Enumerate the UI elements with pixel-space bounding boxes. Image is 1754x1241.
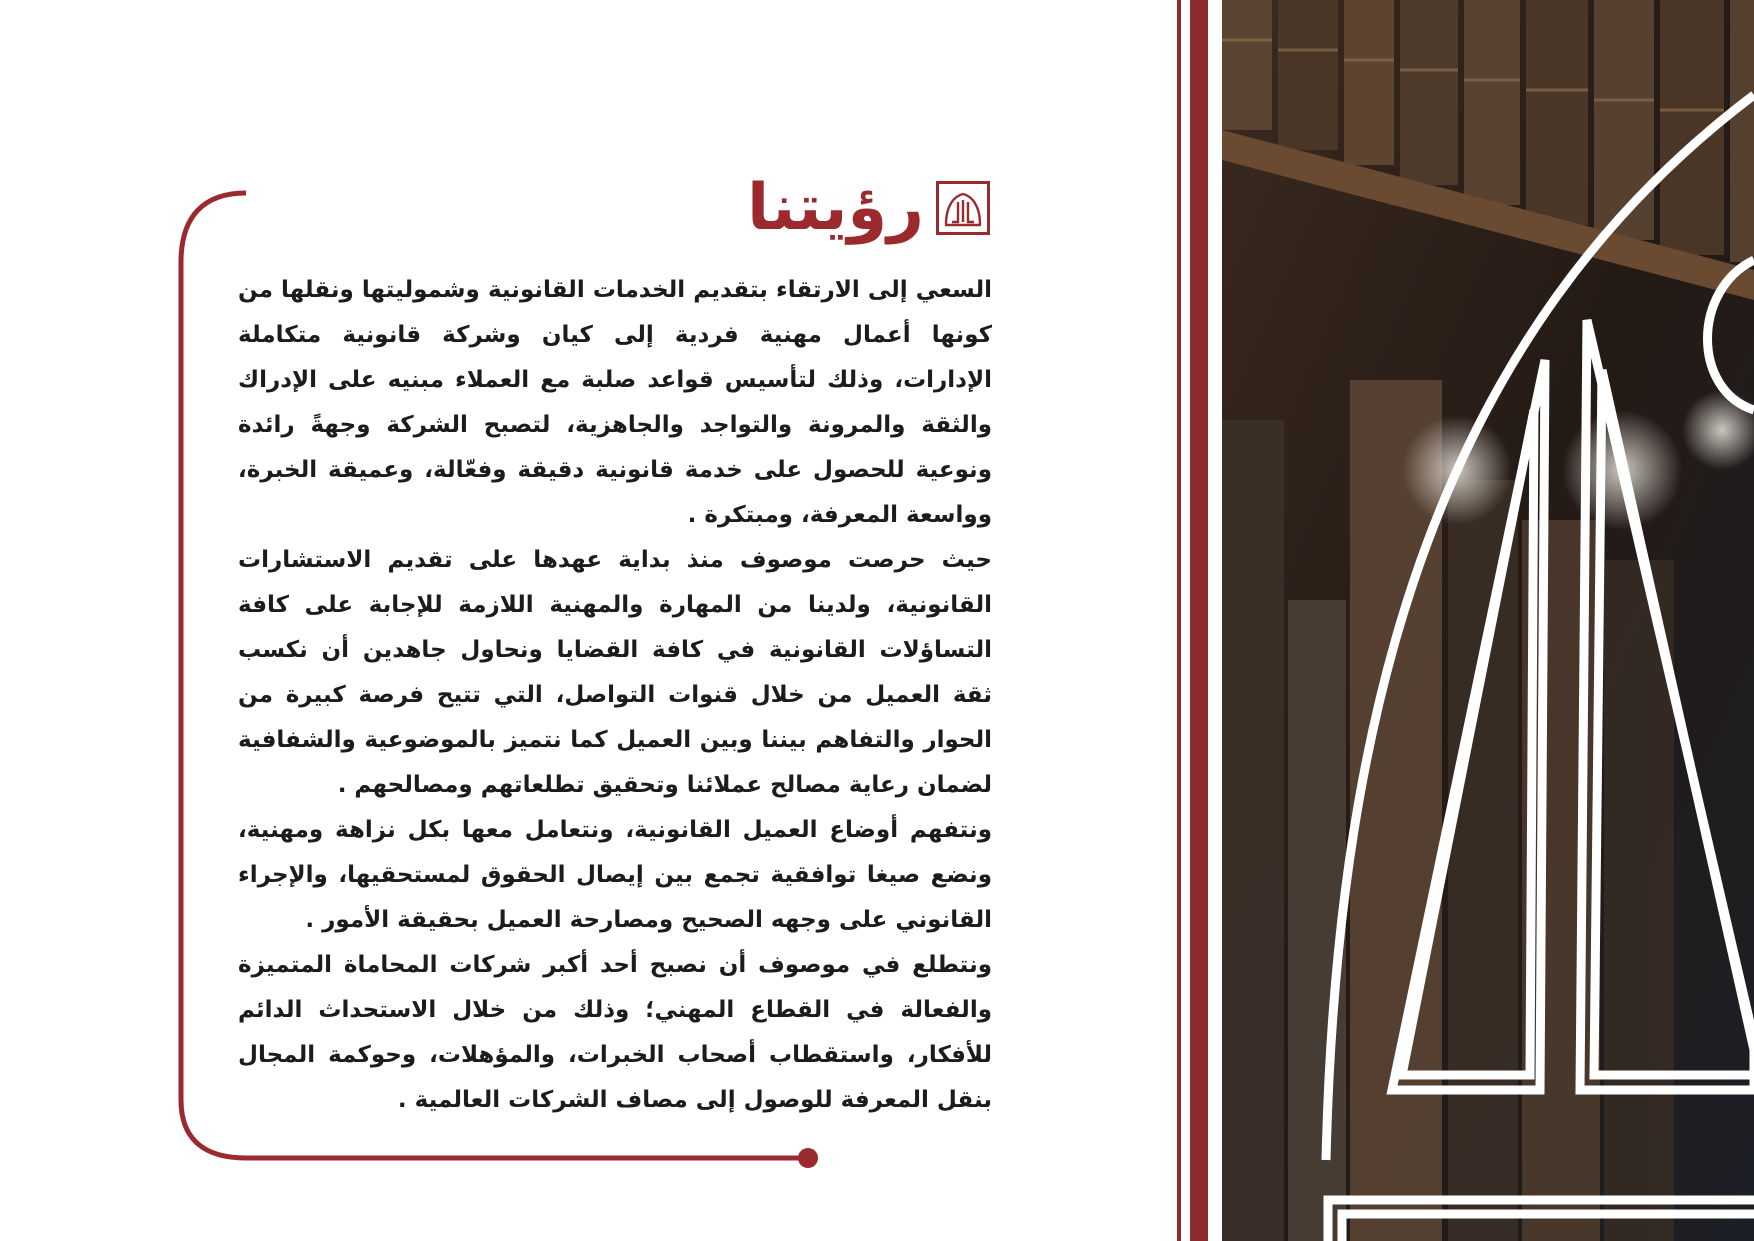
- frame-end-dot: [798, 1148, 818, 1168]
- paragraph-client-situations: ونتفهم أوضاع العميل القانونية، ونتعامل معها بكل نزاهة ومهنية، ونضع صيغا توافقية تجمع بين إيصال الحقوق لمستحقيها، والإجراء القانوني على وجهه الصحيح ومصارحة العميل بحقيقة الأمور .: [238, 817, 992, 933]
- page-title: رؤيتنا: [747, 171, 924, 245]
- vision-text: [238, 268, 992, 1123]
- section-heading: [747, 168, 990, 248]
- paragraph-aspirations: ونتطلع في موصوف أن نصبح أحد أكبر شركات المحاماة المتميزة والفعالة في القطاع المهني؛ وذلك من خلال الاستحداث الدائم للأفكار، واستقطاب أصحاب الخبرات، والمؤهلات، وحوكمة المجال بنقل المعرفة للوصول إلى مصاف الشركات العالمية .: [238, 952, 992, 1113]
- paragraph-consultations: حيث حرصت موصوف منذ بداية عهدها على تقديم الاستشارات القانونية، ولدينا من المهارة والمهنية اللازمة للإجابة على كافة التساؤلات القانونية في كافة القضايا ونحاول جاهدين أن نكسب ثقة العميل من خلال قنوات التواصل، التي تتيح فرصة كبيرة من الحوار والتفاهم بيننا وبين العميل كما نتميز بالموضوعية والشفافية لضمان رعاية مصالح عملائنا وتحقيق تطلعاتهم ومصالحهم .: [238, 547, 992, 798]
- paragraph-intro: السعي إلى الارتقاء بتقديم الخدمات القانونية وشموليتها ونقلها من كونها أعمال مهنية فردية إلى كيان وشركة قانونية متكاملة الإدارات، وذلك لتأسيس قواعد صلبة مع العملاء مبنيه على الإدراك والثقة والمرونة والتواجد والجاهزية، لتصبح الشركة وجهةً رائدة ونوعية للحصول على خدمة قانونية دقيقة وفعّالة، وعميقة الخبرة، وواسعة المعرفة، ومبتكرة .: [238, 277, 992, 528]
- arch-logo-icon: [936, 181, 990, 235]
